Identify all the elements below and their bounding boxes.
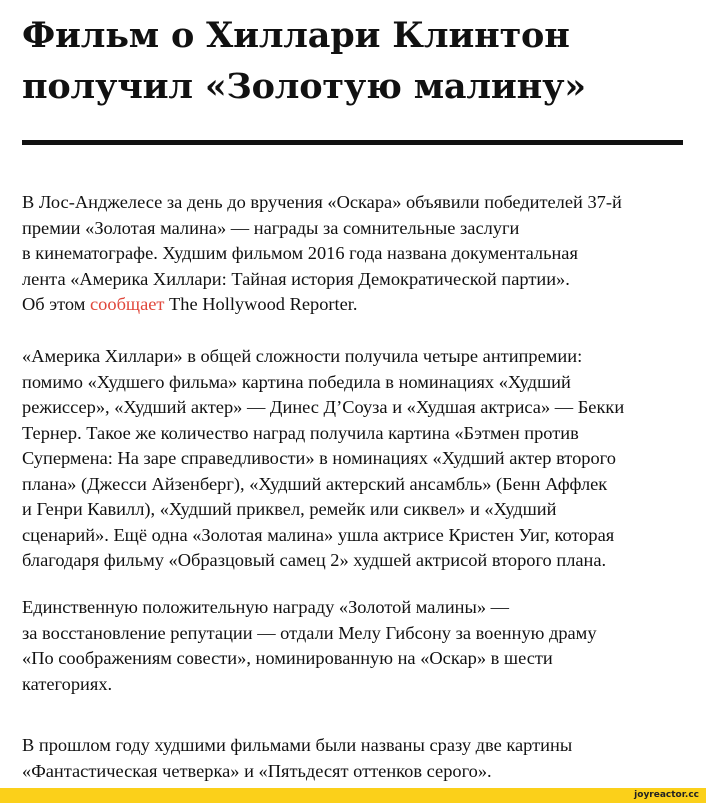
text-line: В Лос-Анджелесе за день до вручения «Оскара» объявили победителей 37-й bbox=[22, 192, 622, 212]
article-title bbox=[22, 10, 692, 112]
text-line: Единственную положительную награду «Золотой малины» — bbox=[22, 597, 510, 617]
text-line: «По соображениям совести», номинированную на «Оскар» в шести bbox=[22, 648, 553, 668]
paragraph-4 bbox=[22, 733, 572, 784]
text-line: премии «Золотая малина» — награды за сомнительные заслуги bbox=[22, 217, 520, 238]
text-line: «Фантастическая четверка» и «Пятьдесят оттенков серого». bbox=[22, 760, 492, 781]
text-line: за восстановление репутации — отдали Мелу Гибсону за военную драму bbox=[22, 622, 597, 643]
text-line: и Генри Кавилл), «Худший приквел, ремейк или сиквел» и «Худший bbox=[22, 499, 557, 519]
text-line: благодаря фильму «Образцовый самец 2» худшей актрисой второго плана. bbox=[22, 550, 607, 570]
paragraph-2 bbox=[22, 344, 624, 574]
watermark-text: joyreactor.cc bbox=[634, 790, 699, 800]
title-line: получил «Золотую малину» bbox=[22, 66, 586, 107]
paragraph-3 bbox=[22, 595, 597, 697]
text-line: «Америка Хиллари» в общей сложности получила четыре антипремии: bbox=[22, 346, 583, 366]
text-line: режиссер», «Худший актер» — Динес Д’Соуза и «Худшая актриса» — Бекки bbox=[22, 397, 625, 417]
text-line: категориях. bbox=[22, 673, 113, 694]
title-divider bbox=[22, 140, 683, 145]
watermark-bar bbox=[0, 788, 706, 803]
text-fragment: Об этом bbox=[22, 294, 91, 314]
text-line: Тернер. Такое же количество наград получила картина «Бэтмен против bbox=[22, 422, 579, 443]
source-link[interactable]: сообщает bbox=[90, 294, 165, 314]
text-line bbox=[22, 292, 622, 318]
text-line: плана» (Джесси Айзенберг), «Худший актерский ансамбль» (Бенн Аффлек bbox=[22, 473, 608, 494]
text-line: лента «Америка Хиллари: Тайная история Демократической партии». bbox=[22, 268, 570, 289]
text-line: в кинематографе. Худшим фильмом 2016 года названа документальная bbox=[22, 243, 578, 263]
text-line: сценарий». Ещё одна «Золотая малина» ушла актрисе Кристен Уиг, которая bbox=[22, 524, 615, 545]
text-fragment: The Hollywood Reporter. bbox=[164, 294, 358, 314]
text-line: Супермена: На заре справедливости» в номинациях «Худший актер второго bbox=[22, 448, 616, 468]
paragraph-1 bbox=[22, 190, 622, 318]
text-line: В прошлом году худшими фильмами были названы сразу две картины bbox=[22, 735, 573, 755]
title-line: Фильм о Хиллари Клинтон bbox=[22, 15, 570, 56]
text-line: помимо «Худшего фильма» картина победила в номинациях «Худший bbox=[22, 371, 571, 392]
